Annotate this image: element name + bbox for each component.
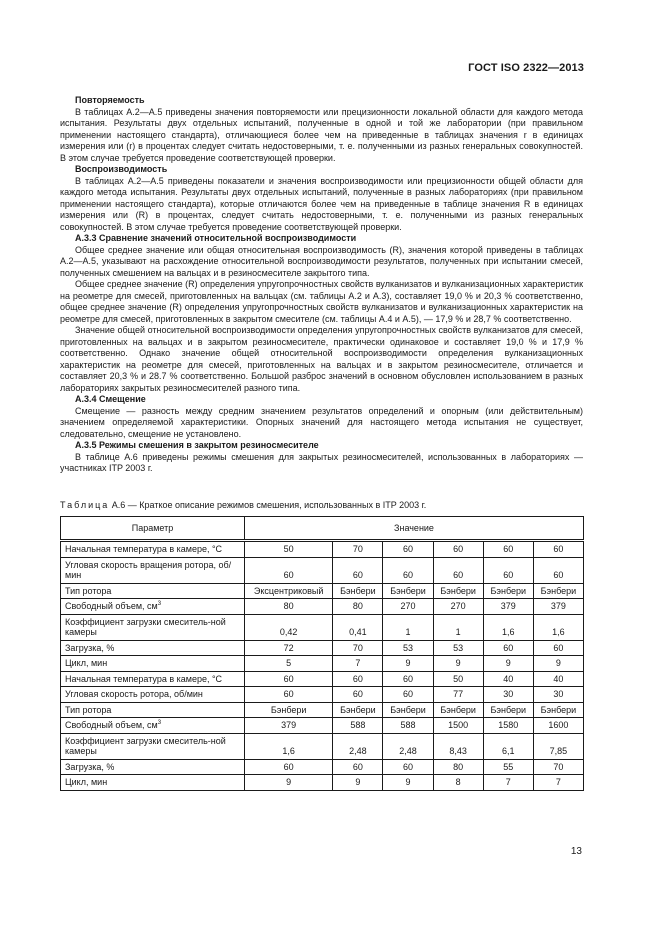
table-cell: Бэнбери <box>333 583 383 599</box>
table-cell: 60 <box>483 541 533 558</box>
param-label-text: Начальная температура в камере, °С <box>65 673 223 684</box>
table-cell: Бэнбери <box>333 702 383 718</box>
table-row <box>61 702 584 718</box>
table-cell: 9 <box>383 656 433 672</box>
table-caption <box>60 500 426 510</box>
table-cell: 50 <box>433 671 483 687</box>
paragraph-a34: Смещение — разность между средним значением результатов определений и опорным (или действительным) значением определяемой характеристики. Опорных значений для настоящего метода испытания не существует, следовательно, смещение не установлено. <box>60 405 583 439</box>
table-cell: 60 <box>383 687 433 703</box>
param-label <box>61 614 245 640</box>
table-row <box>61 656 584 672</box>
table-cell: 60 <box>245 687 333 703</box>
table-cell: 30 <box>483 687 533 703</box>
table-row <box>61 557 584 583</box>
table-row <box>61 687 584 703</box>
table-cell: 379 <box>483 599 533 615</box>
table-cell: 379 <box>245 718 333 734</box>
table-cell: 7 <box>483 775 533 791</box>
heading-a35: А.3.5 Режимы смешения в закрытом резиносмесителе <box>75 440 319 450</box>
table-cell: 9 <box>533 656 583 672</box>
table-cell: 0,41 <box>333 614 383 640</box>
param-label-text: Свободный объем, см <box>65 720 158 730</box>
table-cell: 60 <box>483 640 533 656</box>
table-cell: 50 <box>245 541 333 558</box>
table-cell: 60 <box>333 759 383 775</box>
param-label <box>61 702 245 718</box>
table-cell: 60 <box>245 759 333 775</box>
table-cell: 60 <box>383 557 433 583</box>
table-cell: 9 <box>245 775 333 791</box>
table-cell: 1,6 <box>483 614 533 640</box>
header-value: Значение <box>245 517 584 541</box>
param-label-sup: 3 <box>157 720 162 726</box>
table-cell: 60 <box>433 541 483 558</box>
heading-a33: А.3.3 Сравнение значений относительной воспроизводимости <box>75 233 357 243</box>
heading-reproducibility: Воспроизводимость <box>75 164 168 174</box>
table-cell: 5 <box>245 656 333 672</box>
param-label <box>61 640 245 656</box>
table-cell: 2,48 <box>383 733 433 759</box>
paragraph-repeatability: В таблицах А.2—А.5 приведены значения повторяемости или прецизионности локальной области для каждого метода испытания. Результаты двух отдельных испытаний, полученные в одной и той же лаборатории (при правильном применении настоящего стандарта), отличающиеся более чем на приведенные в таблицах значения r в единицах измерения или (r) в процентах следует считать недостоверными, т. е. полученными из разных генеральных совокупностей. В этом случае требуется проведение соответствующей проверки. <box>60 106 583 163</box>
table-cell: Бэнбери <box>245 702 333 718</box>
paragraph-a33-2: Общее среднее значение (R) определения упругопрочностных свойств вулканизатов и вулканизационных характеристик на реометре для смесей, приготовленных на вальцах (см. таблицы А.2 и А.3), составляет 19,0 % и 20,3 % соответственно, общее среднее значение (R) определения упругопрочностных свойств вулканизатов и вулканизационных характеристик на реометре для смесей, приготовленных в закрытом смесителе (см. таблицы А.4 и А.5), — 17,9 % и 28,7 % соответственно. <box>60 279 583 324</box>
table-row <box>61 541 584 558</box>
paragraph-a33-1: Общее среднее значение или общая относительная воспроизводимость (R), значения которой приведены в таблицах А.2—А.5, указывают на расхождение относительной воспроизводимости результатов, полученных при испытании смесей, полученных смешением на вальцах и в резиносмесителе закрытого типа. <box>60 244 583 278</box>
table-cell: 9 <box>383 775 433 791</box>
param-label-text: Загрузка, % <box>65 761 115 772</box>
table-body <box>61 541 584 791</box>
param-label <box>61 733 245 759</box>
table-cell: 9 <box>433 656 483 672</box>
table-cell: 60 <box>333 671 383 687</box>
heading-a34: А.3.4 Смещение <box>75 394 146 404</box>
table-cell: Бэнбери <box>533 702 583 718</box>
table-cell: 1,6 <box>533 614 583 640</box>
table-cell: 7 <box>533 775 583 791</box>
param-label-text: Коэффициент загрузки смеситель-ной камеры <box>65 616 226 637</box>
table-cell: 588 <box>383 718 433 734</box>
table-header-row <box>61 517 584 541</box>
table-row <box>61 718 584 734</box>
table-cell: 77 <box>433 687 483 703</box>
table-cell: 60 <box>333 687 383 703</box>
table-cell: 9 <box>333 775 383 791</box>
table-cell: 0,42 <box>245 614 333 640</box>
table-cell: 60 <box>333 557 383 583</box>
table-cell: 60 <box>383 671 433 687</box>
table-cell: 60 <box>383 759 433 775</box>
table-cell: 9 <box>483 656 533 672</box>
paragraph-a35: В таблице А.6 приведены режимы смешения для закрытых резиносмесителей, использованных в лабораториях — участниках ITP 2003 г. <box>60 451 583 473</box>
table-row <box>61 775 584 791</box>
param-label-text: Загрузка, % <box>65 642 115 653</box>
param-label <box>61 775 245 791</box>
param-label <box>61 583 245 599</box>
table-cell: 60 <box>483 557 533 583</box>
table-cell: 53 <box>383 640 433 656</box>
table-cell: Эксцентриковый <box>245 583 333 599</box>
paragraph-a33-3: Значение общей относительной воспроизводимости определения упругопрочностных свойств вулканизатов для смесей, приготовленных на вальцах и в закрытом резиносмесителе, практически одинаковое и составляет 19,0 % и 17,9 % соответственно. Однако значение общей относительной воспроизводимости определения вулканизационных характеристик на реометре для смесей, приготовленных на вальцах и в закрытом резиносмесителе, отличается и составляет 20,3 % и 28.7 % соответственно. Большой разброс значений в основном обусловлен использованием в разных лабораториях закрытых резиносмесителей разного типа. <box>60 325 583 393</box>
table-cell: Бэнбери <box>383 702 433 718</box>
table-cell: 1600 <box>533 718 583 734</box>
param-label <box>61 557 245 583</box>
table-cell: 7 <box>333 656 383 672</box>
table-row <box>61 640 584 656</box>
table-cell: 53 <box>433 640 483 656</box>
table-cell: 1 <box>383 614 433 640</box>
table-cell: 70 <box>333 541 383 558</box>
table-cell: 80 <box>245 599 333 615</box>
table-cell: 70 <box>533 759 583 775</box>
table-cell: 80 <box>333 599 383 615</box>
param-label <box>61 687 245 703</box>
param-label <box>61 541 245 558</box>
table-cell: 6,1 <box>483 733 533 759</box>
table-cell: Бэнбери <box>433 583 483 599</box>
table-cell: 55 <box>483 759 533 775</box>
param-label-text: Коэффициент загрузки смеситель-ной камеры <box>65 735 226 756</box>
param-label-text: Угловая скорость ротора, об/мин <box>65 689 203 699</box>
table-cell: 1580 <box>483 718 533 734</box>
table-caption-text: А.6 — Краткое описание режимов смешения, использованных в ITP 2003 г. <box>109 500 427 510</box>
param-label <box>61 759 245 775</box>
table-cell: 1500 <box>433 718 483 734</box>
table-cell: 1,6 <box>245 733 333 759</box>
table-cell: Бэнбери <box>433 702 483 718</box>
table-cell: 379 <box>533 599 583 615</box>
table-cell: 270 <box>433 599 483 615</box>
paragraph-reproducibility: В таблицах А.2—А.5 приведены показатели и значения воспроизводимости или прецизионности общей области для каждого метода испытания. Результаты двух отдельных испытаний, полученные в разных лабораториях (при правильном применении настоящего стандарта), которые отличаются более чем на приведенные в таблице значения R в единицах измерения или (R) в процентах, следует считать недостоверными, т. е. полученными из разных генеральных совокупностей. В этом случае требуется проведение соответствующей проверки. <box>60 175 583 232</box>
param-label-sup: 3 <box>157 601 162 607</box>
table-cell: 60 <box>533 557 583 583</box>
table-cell: 60 <box>533 541 583 558</box>
table-cell: 60 <box>383 541 433 558</box>
table-cell: Бэнбери <box>483 583 533 599</box>
page-number: 13 <box>570 846 582 857</box>
param-label <box>61 671 245 687</box>
param-label-text: Цикл, мин <box>65 777 108 787</box>
table-cell: 8,43 <box>433 733 483 759</box>
table-row <box>61 759 584 775</box>
heading-repeatability: Повторяемость <box>75 95 145 105</box>
table-cell: Бэнбери <box>533 583 583 599</box>
table-cell: Бэнбери <box>483 702 533 718</box>
table-row <box>61 671 584 687</box>
table-cell: 1 <box>433 614 483 640</box>
table-row <box>61 614 584 640</box>
table-cell: 2,48 <box>333 733 383 759</box>
table-cell: 60 <box>533 640 583 656</box>
param-label <box>61 656 245 672</box>
table-cell: 270 <box>383 599 433 615</box>
table-cell: 40 <box>533 671 583 687</box>
param-label <box>61 718 245 734</box>
table-cell: 72 <box>245 640 333 656</box>
table-cell: 70 <box>333 640 383 656</box>
table-cell: 60 <box>245 557 333 583</box>
param-label-text: Тип ротора <box>65 585 112 596</box>
table-caption-prefix: Таблица <box>60 500 110 510</box>
table-row <box>61 733 584 759</box>
table-row <box>61 583 584 599</box>
table-cell: 8 <box>433 775 483 791</box>
table-cell: 40 <box>483 671 533 687</box>
document-id: ГОСТ ISO 2322—2013 <box>468 62 584 74</box>
param-label-text: Свободный объем, см <box>65 601 158 611</box>
table-cell: Бэнбери <box>383 583 433 599</box>
param-label-text: Начальная температура в камере, °С <box>65 544 223 554</box>
table-cell: 60 <box>433 557 483 583</box>
param-label <box>61 599 245 615</box>
table-cell: 30 <box>533 687 583 703</box>
table-cell: 60 <box>245 671 333 687</box>
table-row <box>61 599 584 615</box>
table-cell: 80 <box>433 759 483 775</box>
header-param: Параметр <box>61 517 245 541</box>
param-label-text: Тип ротора <box>65 704 112 715</box>
table-cell: 588 <box>333 718 383 734</box>
body-text <box>60 95 583 475</box>
param-label-text: Угловая скорость вращения ротора, об/мин <box>65 559 232 580</box>
table-cell: 7,85 <box>533 733 583 759</box>
mixing-modes-table <box>60 516 584 791</box>
param-label-text: Цикл, мин <box>65 658 108 668</box>
